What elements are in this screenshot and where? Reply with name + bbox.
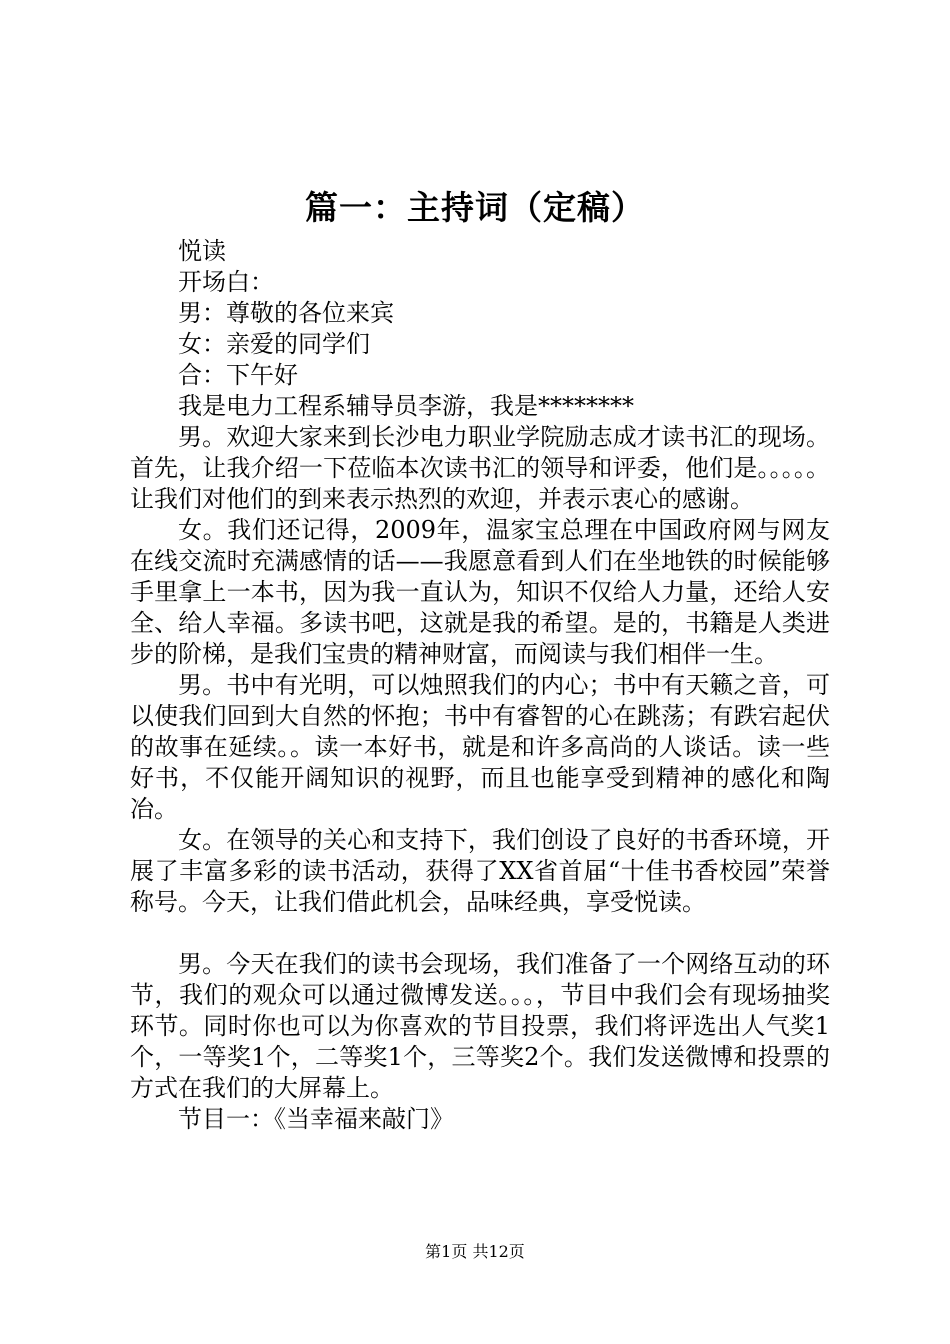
paragraph-female-greeting: 女：亲爱的同学们 <box>178 330 370 358</box>
paragraph-male-interaction: 男。今天在我们的读书会现场，我们准备了一个网络互动的环节，我们的观众可以通过微博发送。。。，节目中我们会有现场抽奖环节。同时你也可以为你喜欢的节目投票，我们将评选出人气奖1个，一等奖1个，二等奖1个，三等奖2个。我们发送微博和投票的方式在我们的大屏幕上。 <box>130 950 830 1102</box>
document-body <box>130 236 830 1135</box>
paragraph-female-campus: 女。在领导的关心和支持下，我们创设了良好的书香环境，开展了丰富多彩的读书活动，获得了XX省首届“十佳书香校园”荣誉称号。今天，让我们借此机会，品味经典，享受悦读。 <box>130 826 830 916</box>
paragraph-subtitle: 悦读 <box>178 237 226 265</box>
paragraph-male-greeting: 男：尊敬的各位来宾 <box>178 299 394 327</box>
paragraph-male-books: 男。书中有光明，可以烛照我们的内心；书中有天籁之音，可以使我们回到大自然的怀抱；书中有睿智的心在跳荡；有跌宕起伏的故事在延续。。读一本好书，就是和许多高尚的人谈话。读一些好书，不仅能开阔知识的视野，而且也能享受到精神的感化和陶冶。 <box>130 671 830 823</box>
paragraph-opening: 开场白： <box>178 268 274 296</box>
paragraph-together-greeting: 合：下午好 <box>178 361 298 389</box>
page-title: 篇一：主持词（定稿） <box>305 188 645 227</box>
paragraph-male-welcome: 男。欢迎大家来到长沙电力职业学院励志成才读书汇的现场。首先，让我介绍一下莅临本次读书汇的领导和评委，他们是。。。。。让我们对他们的到来表示热烈的欢迎，并表示衷心的感谢。 <box>130 423 830 513</box>
paragraph-female-quote: 女。我们还记得，2009年，温家宝总理在中国政府网与网友在线交流时充满感情的话——我愿意看到人们在坐地铁的时候能够手里拿上一本书，因为我一直认为，知识不仅给人力量，还给人安全、给人幸福。多读书吧，这就是我的希望。是的，书籍是人类进步的阶梯，是我们宝贵的精神财富，而阅读与我们相伴一生。 <box>130 516 830 668</box>
paragraph-program-one: 节目一：《当幸福来敲门》 <box>178 1105 454 1133</box>
page-footer: 第1页 共12页 <box>425 1242 525 1261</box>
paragraph-introduction: 我是电力工程系辅导员李游，我是******** <box>178 392 634 420</box>
